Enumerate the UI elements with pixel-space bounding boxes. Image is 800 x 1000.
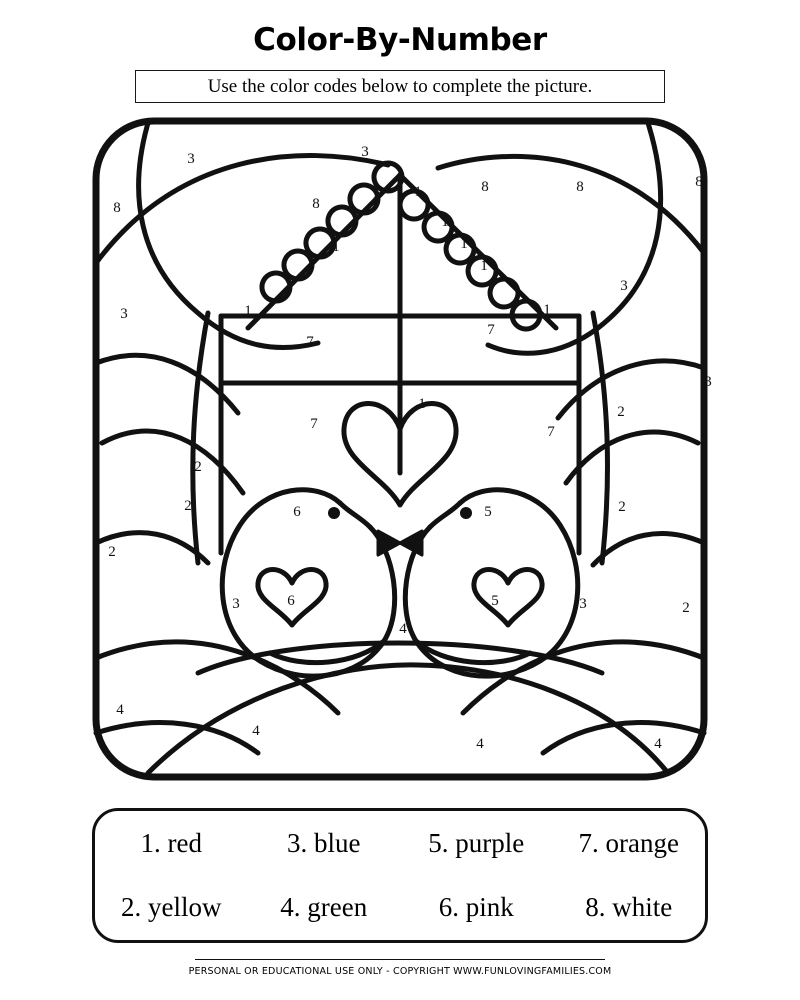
region-number: 4 [252,723,260,739]
region-number: 2 [184,498,192,514]
color-key-legend [92,808,708,943]
region-number: 7 [310,416,318,432]
region-number: 7 [547,424,555,440]
region-number: 1 [441,214,449,230]
region-number: 1 [372,193,380,209]
region-number: 1 [418,396,426,412]
legend-item-7: 7. orange [578,827,679,858]
region-number: 1 [480,258,488,274]
region-number: 8 [113,200,121,216]
region-number: 4 [116,702,124,718]
region-number: 2 [682,600,690,616]
region-number: 8 [312,196,320,212]
region-number: 4 [476,736,484,752]
region-number: 7 [487,322,495,338]
legend-item-5: 5. purple [428,827,525,858]
region-number: 1 [350,216,358,232]
footer [0,966,800,977]
page-title: Color-By-Number [253,22,547,58]
region-number: 8 [576,179,584,195]
region-number: 3 [232,596,240,612]
coloring-artwork [88,113,712,785]
region-number: 5 [484,504,492,520]
instructions-text: Use the color codes below to complete the picture. [207,75,593,97]
legend-item-6: 6. pink [438,892,514,923]
region-number: 3 [120,306,128,322]
region-number: 2 [618,499,626,515]
region-number: 1 [332,239,340,255]
region-number: 3 [187,151,195,167]
region-number: 5 [491,593,499,609]
legend-item-1: 1. red [140,827,202,858]
region-number: 8 [695,174,703,190]
region-number: 8 [481,179,489,195]
region-number: 3 [361,144,369,160]
region-number: 1 [460,236,468,252]
legend-item-8: 8. white [585,892,673,923]
region-number: 2 [194,459,202,475]
instructions-box [135,70,665,103]
region-number: 7 [306,334,314,350]
region-number: 1 [543,302,551,318]
region-number: 4 [399,621,407,637]
region-number: 3 [579,596,587,612]
region-number: 2 [617,404,625,420]
region-number: 3 [620,278,628,294]
legend-item-4: 4. green [280,892,368,923]
region-number: 6 [287,593,295,609]
region-number: 3 [704,374,712,390]
region-number: 1 [244,303,252,319]
legend-item-2: 2. yellow [121,892,222,923]
legend-item-3: 3. blue [287,827,361,858]
footer-text: PERSONAL OR EDUCATIONAL USE ONLY - COPYRIGHT WWW.FUNLOVINGFAMILIES.COM [188,966,612,977]
footer-divider [195,959,605,960]
region-number: 4 [654,736,662,752]
region-number: 2 [108,544,116,560]
region-number: 6 [293,504,301,520]
region-number: 1 [414,184,422,200]
